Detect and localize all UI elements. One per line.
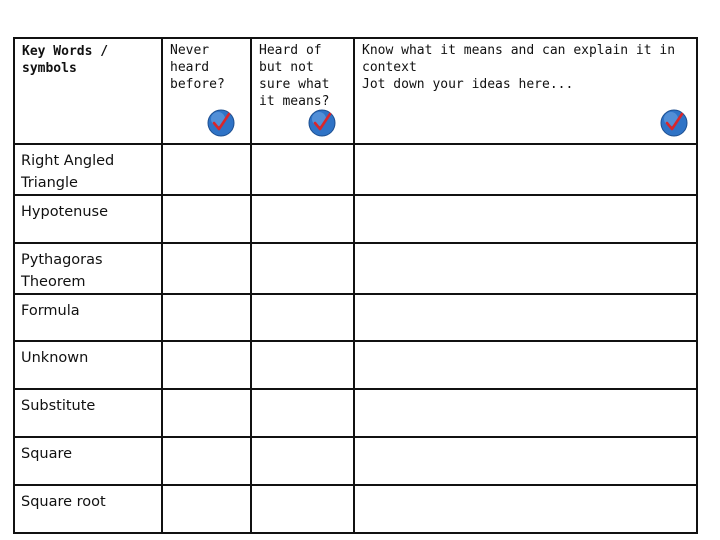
- header-know-it-label: Know what it means and can explain it in context: [362, 43, 676, 75]
- keyword-cell: [14, 243, 162, 294]
- heard-not-sure-cell[interactable]: [251, 144, 354, 195]
- table-row: [14, 294, 697, 341]
- keyword-text: Pythagoras Theorem: [21, 252, 103, 290]
- keyword-text: Right Angled Triangle: [21, 153, 115, 191]
- header-key-words-label: Key Words / symbols: [22, 44, 109, 76]
- ideas-cell[interactable]: [354, 195, 697, 243]
- heard-not-sure-cell[interactable]: [251, 195, 354, 243]
- never-heard-cell[interactable]: [162, 485, 251, 533]
- header-row: [14, 38, 697, 144]
- heard-not-sure-cell[interactable]: [251, 294, 354, 341]
- keyword-text: Square: [21, 446, 73, 462]
- header-heard-not-sure: [251, 38, 354, 144]
- never-heard-cell[interactable]: [162, 144, 251, 195]
- keyword-cell: [14, 294, 162, 341]
- checkmark-icon: [207, 109, 235, 137]
- keyword-cell: [14, 195, 162, 243]
- ideas-cell[interactable]: [354, 294, 697, 341]
- heard-not-sure-cell[interactable]: [251, 389, 354, 437]
- header-heard-not-sure-label: Heard of but not sure what it means?: [259, 43, 330, 109]
- table-row: [14, 144, 697, 195]
- keyword-text: Hypotenuse: [21, 204, 109, 220]
- never-heard-cell[interactable]: [162, 243, 251, 294]
- table-row: [14, 243, 697, 294]
- keyword-text: Substitute: [21, 398, 96, 414]
- keyword-text: Square root: [21, 494, 106, 510]
- never-heard-cell[interactable]: [162, 437, 251, 485]
- keywords-worksheet: [13, 37, 698, 534]
- heard-not-sure-cell[interactable]: [251, 341, 354, 389]
- keyword-text: Unknown: [21, 350, 89, 366]
- heard-not-sure-cell[interactable]: [251, 243, 354, 294]
- keyword-cell: [14, 437, 162, 485]
- keywords-table: [13, 37, 698, 534]
- heard-not-sure-cell[interactable]: [251, 485, 354, 533]
- header-key-words: [14, 38, 162, 144]
- table-row: [14, 437, 697, 485]
- header-know-it-sublabel: Jot down your ideas here...: [362, 77, 574, 92]
- never-heard-cell[interactable]: [162, 195, 251, 243]
- ideas-cell[interactable]: [354, 485, 697, 533]
- keyword-cell: [14, 389, 162, 437]
- ideas-cell[interactable]: [354, 389, 697, 437]
- header-never-heard: [162, 38, 251, 144]
- table-row: [14, 341, 697, 389]
- never-heard-cell[interactable]: [162, 341, 251, 389]
- table-row: [14, 485, 697, 533]
- table-row: [14, 389, 697, 437]
- never-heard-cell[interactable]: [162, 389, 251, 437]
- ideas-cell[interactable]: [354, 144, 697, 195]
- keyword-cell: [14, 341, 162, 389]
- ideas-cell[interactable]: [354, 243, 697, 294]
- header-never-heard-label: Never heard before?: [170, 43, 225, 92]
- never-heard-cell[interactable]: [162, 294, 251, 341]
- keyword-text: Formula: [21, 303, 80, 319]
- ideas-cell[interactable]: [354, 437, 697, 485]
- header-know-it: [354, 38, 697, 144]
- keyword-cell: [14, 485, 162, 533]
- checkmark-icon: [660, 109, 688, 137]
- table-row: [14, 195, 697, 243]
- ideas-cell[interactable]: [354, 341, 697, 389]
- keyword-cell: [14, 144, 162, 195]
- checkmark-icon: [308, 109, 336, 137]
- heard-not-sure-cell[interactable]: [251, 437, 354, 485]
